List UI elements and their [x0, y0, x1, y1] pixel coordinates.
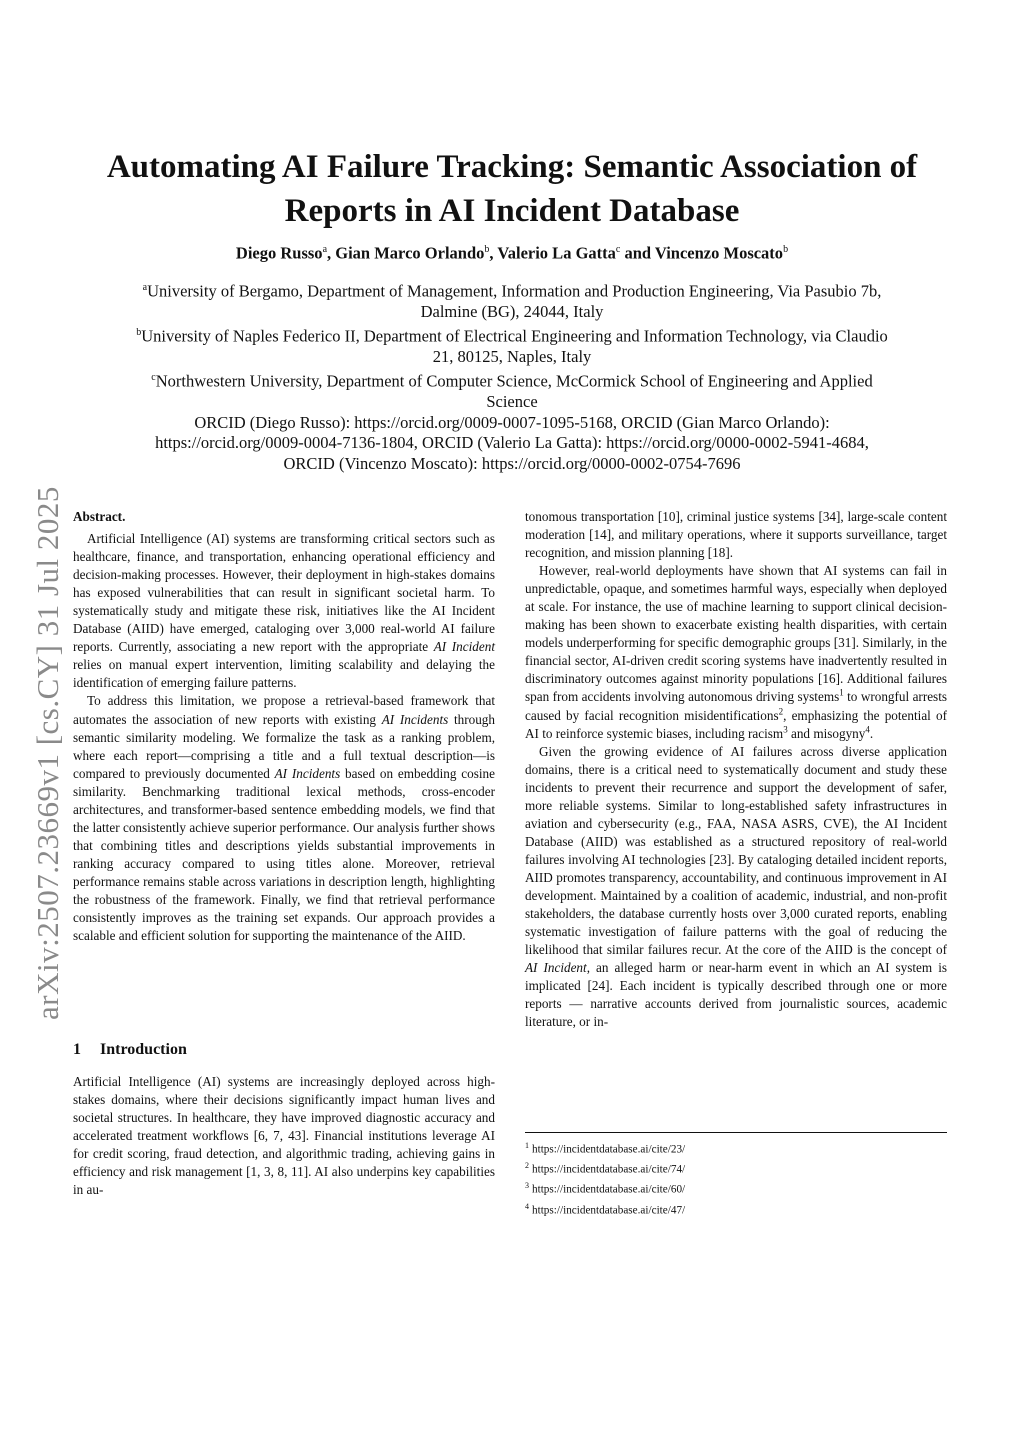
affiliations — [60, 278, 964, 475]
affiliation-mark: b — [136, 326, 142, 338]
author-affiliation-mark: b — [484, 244, 490, 255]
author-separator: , — [327, 243, 336, 263]
footnote-ref: 2 — [778, 706, 784, 717]
author-name: Diego Russo — [235, 243, 323, 263]
affiliation-b-line: $^b$University of Naples Federico II, Department of Electrical Engineering and Information Technology, via Claudio — [136, 326, 888, 346]
abstract-column — [73, 508, 495, 945]
footnote-link[interactable]: https://incidentdatabase.ai/cite/60/ — [532, 1184, 686, 1197]
paper-title-line-2: Reports in AI Incident Database — [284, 193, 740, 229]
author-separator: , — [489, 243, 498, 263]
footnote: $^2$ https://incidentdatabase.ai/cite/74/ — [525, 1161, 686, 1176]
introduction-left-column — [73, 1073, 495, 1199]
footnote-divider — [525, 1132, 947, 1133]
orcid-line: ORCID (Diego Russo): https://orcid.org/0009-0007-1095-5168, ORCID (Gian Marco Orlando): — [194, 412, 830, 432]
affiliation-c-line: Science — [486, 392, 538, 412]
abstract-paragraph: Artificial Intelligence (AI) systems are transforming critical sectors such as healthcare, finance, and transportation, enhancing operational efficiency and decision-making processes. However, their deployment in high-stakes domains has exposed vulnerabilities that can result in significant societal harm. To systematically study and mitigate these risk, initiatives like the AI Incident Database (AIID) have emerged, cataloging over 3,000 real-world AI failure reports. Currently, associating a new report with the appropriate AI Incident relies on manual expert intervention, limiting scalability and delaying the identification of emerging failure patterns. — [73, 531, 495, 691]
body-paragraph: Given the growing evidence of AI failures across diverse application domains, there is a critical need to systematically document and study these incidents to prevent their recurrence and support the development of safer, more reliable systems. Similar to long-established safety infrastructures in aviation and cybersecurity (e.g., FAA, NASA ASRS, CVE), the AI Incident Database (AIID) was established as a structured repository of real-world failures involving AI technologies [23]. By cataloging detailed incident reports, AIID promotes transparency, accountability, and continuous improvement in AI development. Maintained by a coalition of academic, industrial, and non-profit stakeholders, the database currently hosts over 3,000 curated reports, enabling systematic investigation of failure patterns with the goal of reducing the likelihood that similar failures recur. At the core of the AIID is the concept of AI Incident, an alleged harm or near-harm event in which an AI system is implicated [24]. Each incident is typically described through one or more reports — narrative accounts derived from journalistic sources, academic literature, or in- — [525, 743, 947, 1030]
section-number: 1 — [73, 1041, 81, 1058]
affiliation-b-line: 21, 80125, Naples, Italy — [432, 347, 592, 367]
author-affiliation-mark: b — [783, 244, 789, 255]
affiliation-a-line: Dalmine (BG), 24044, Italy — [420, 302, 604, 322]
footnote-ref: 4 — [865, 724, 870, 735]
footnote-link[interactable]: https://incidentdatabase.ai/cite/74/ — [532, 1163, 686, 1176]
footnote-link[interactable]: https://incidentdatabase.ai/cite/23/ — [532, 1143, 686, 1156]
author-name: Vincenzo Moscato — [654, 243, 784, 263]
footnote-ref: 1 — [839, 688, 844, 699]
arxiv-identifier-stamp: arXiv:2507.23669v1 [cs.CY] 31 Jul 2025 — [30, 486, 65, 1020]
orcid-line: ORCID (Vincenzo Moscato): https://orcid.org/0000-0002-0754-7696 — [283, 454, 741, 474]
section-heading-introduction — [73, 1041, 187, 1059]
introduction-right-column — [525, 508, 947, 1031]
author-list — [60, 239, 964, 265]
paper-title-line-1: Automating AI Failure Tracking: Semantic Association of — [106, 149, 918, 185]
footnote: $^3$ https://incidentdatabase.ai/cite/60/ — [525, 1181, 686, 1197]
body-paragraph: However, real-world deployments have shown that AI systems can fail in unpredictable, opaque, and sometimes harmful ways, especially when deployed at scale. For instance, the use of machine learning to support clinical decision-making has been shown to exacerbate existing health disparities, with certain models underperforming for specific demographic groups [31]. Similarly, in the financial sector, AI-driven credit scoring systems have inadvertently resulted in discriminatory outcomes against minority populations [16]. Additional failures span from accidents involving autonomous driving systems$^1$ to wrongful arrests caused by facial recognition misidentifications$^2$, emphasizing the potential of AI to reinforce systemic biases, including racism$^3$ and misogyny$^4$. — [525, 563, 947, 741]
orcid-line: https://orcid.org/0009-0004-7136-1804, ORCID (Valerio La Gatta): https://orcid.org/0000-0002-5941-4684, — [155, 433, 869, 453]
affiliation-mark: a — [142, 282, 148, 293]
footnote: $^1$ https://incidentdatabase.ai/cite/23/ — [525, 1141, 686, 1156]
body-paragraph: tonomous transportation [10], criminal justice systems [34], large-scale content moderation [14], and military operations, where it supports surveillance, target recognition, and mission planning [18]. — [525, 509, 947, 561]
author-affiliation-mark: a — [322, 244, 328, 255]
author-name: Gian Marco Orlando — [335, 243, 485, 263]
footnotes — [525, 1138, 685, 1219]
footnote-link[interactable]: https://incidentdatabase.ai/cite/47/ — [532, 1204, 686, 1217]
footnote: $^4$ https://incidentdatabase.ai/cite/47/ — [525, 1201, 686, 1217]
author-separator: and — [620, 243, 655, 263]
paper-title — [60, 145, 964, 233]
author-name: Valerio La Gatta — [497, 243, 616, 263]
author-affiliation-mark: c — [615, 244, 621, 255]
affiliation-c-line: $^c$Northwestern University, Department of Computer Science, McCormick School of Engineering and Applied — [151, 371, 873, 391]
section-title: Introduction — [100, 1041, 187, 1058]
affiliation-a-line: $^a$University of Bergamo, Department of Management, Information and Production Engineering, Via Pasubio 7b, — [142, 281, 882, 301]
body-paragraph: Artificial Intelligence (AI) systems are increasingly deployed across high-stakes domains, where their decisions significantly impact human lives and societal structures. In healthcare, they have improved diagnostic accuracy and accelerated treatment workflows [6, 7, 43]. Financial institutions leverage AI for credit scoring, fraud detection, and algorithmic trading, achieving gains in efficiency and risk management [1, 3, 8, 11]. AI also underpins key capabilities in au- — [73, 1074, 495, 1198]
affiliation-mark: c — [151, 371, 156, 383]
footnote-ref: 3 — [783, 724, 788, 735]
abstract-paragraph: To address this limitation, we propose a retrieval-based framework that automates the association of new reports with existing AI Incidents through semantic similarity modeling. We formalize the task as a ranking problem, where each report—comprising a title and a full textual description—is compared to previously documented AI Incidents based on embedding cosine similarity. Benchmarking traditional lexical methods, cross-encoder architectures, and transformer-based sentence embedding models, we find that the latter consistently achieve superior performance. Our analysis further shows that combining titles and descriptions yields substantial improvements in ranking accuracy compared to using titles alone. Moreover, retrieval performance remains stable across variations in description length, highlighting the robustness of the framework. Finally, we find that retrieval performance consistently improves as the training set expands. Our approach provides a scalable and efficient solution for supporting the maintenance of the AIID. — [73, 693, 495, 944]
abstract-heading: Abstract. — [73, 509, 126, 524]
